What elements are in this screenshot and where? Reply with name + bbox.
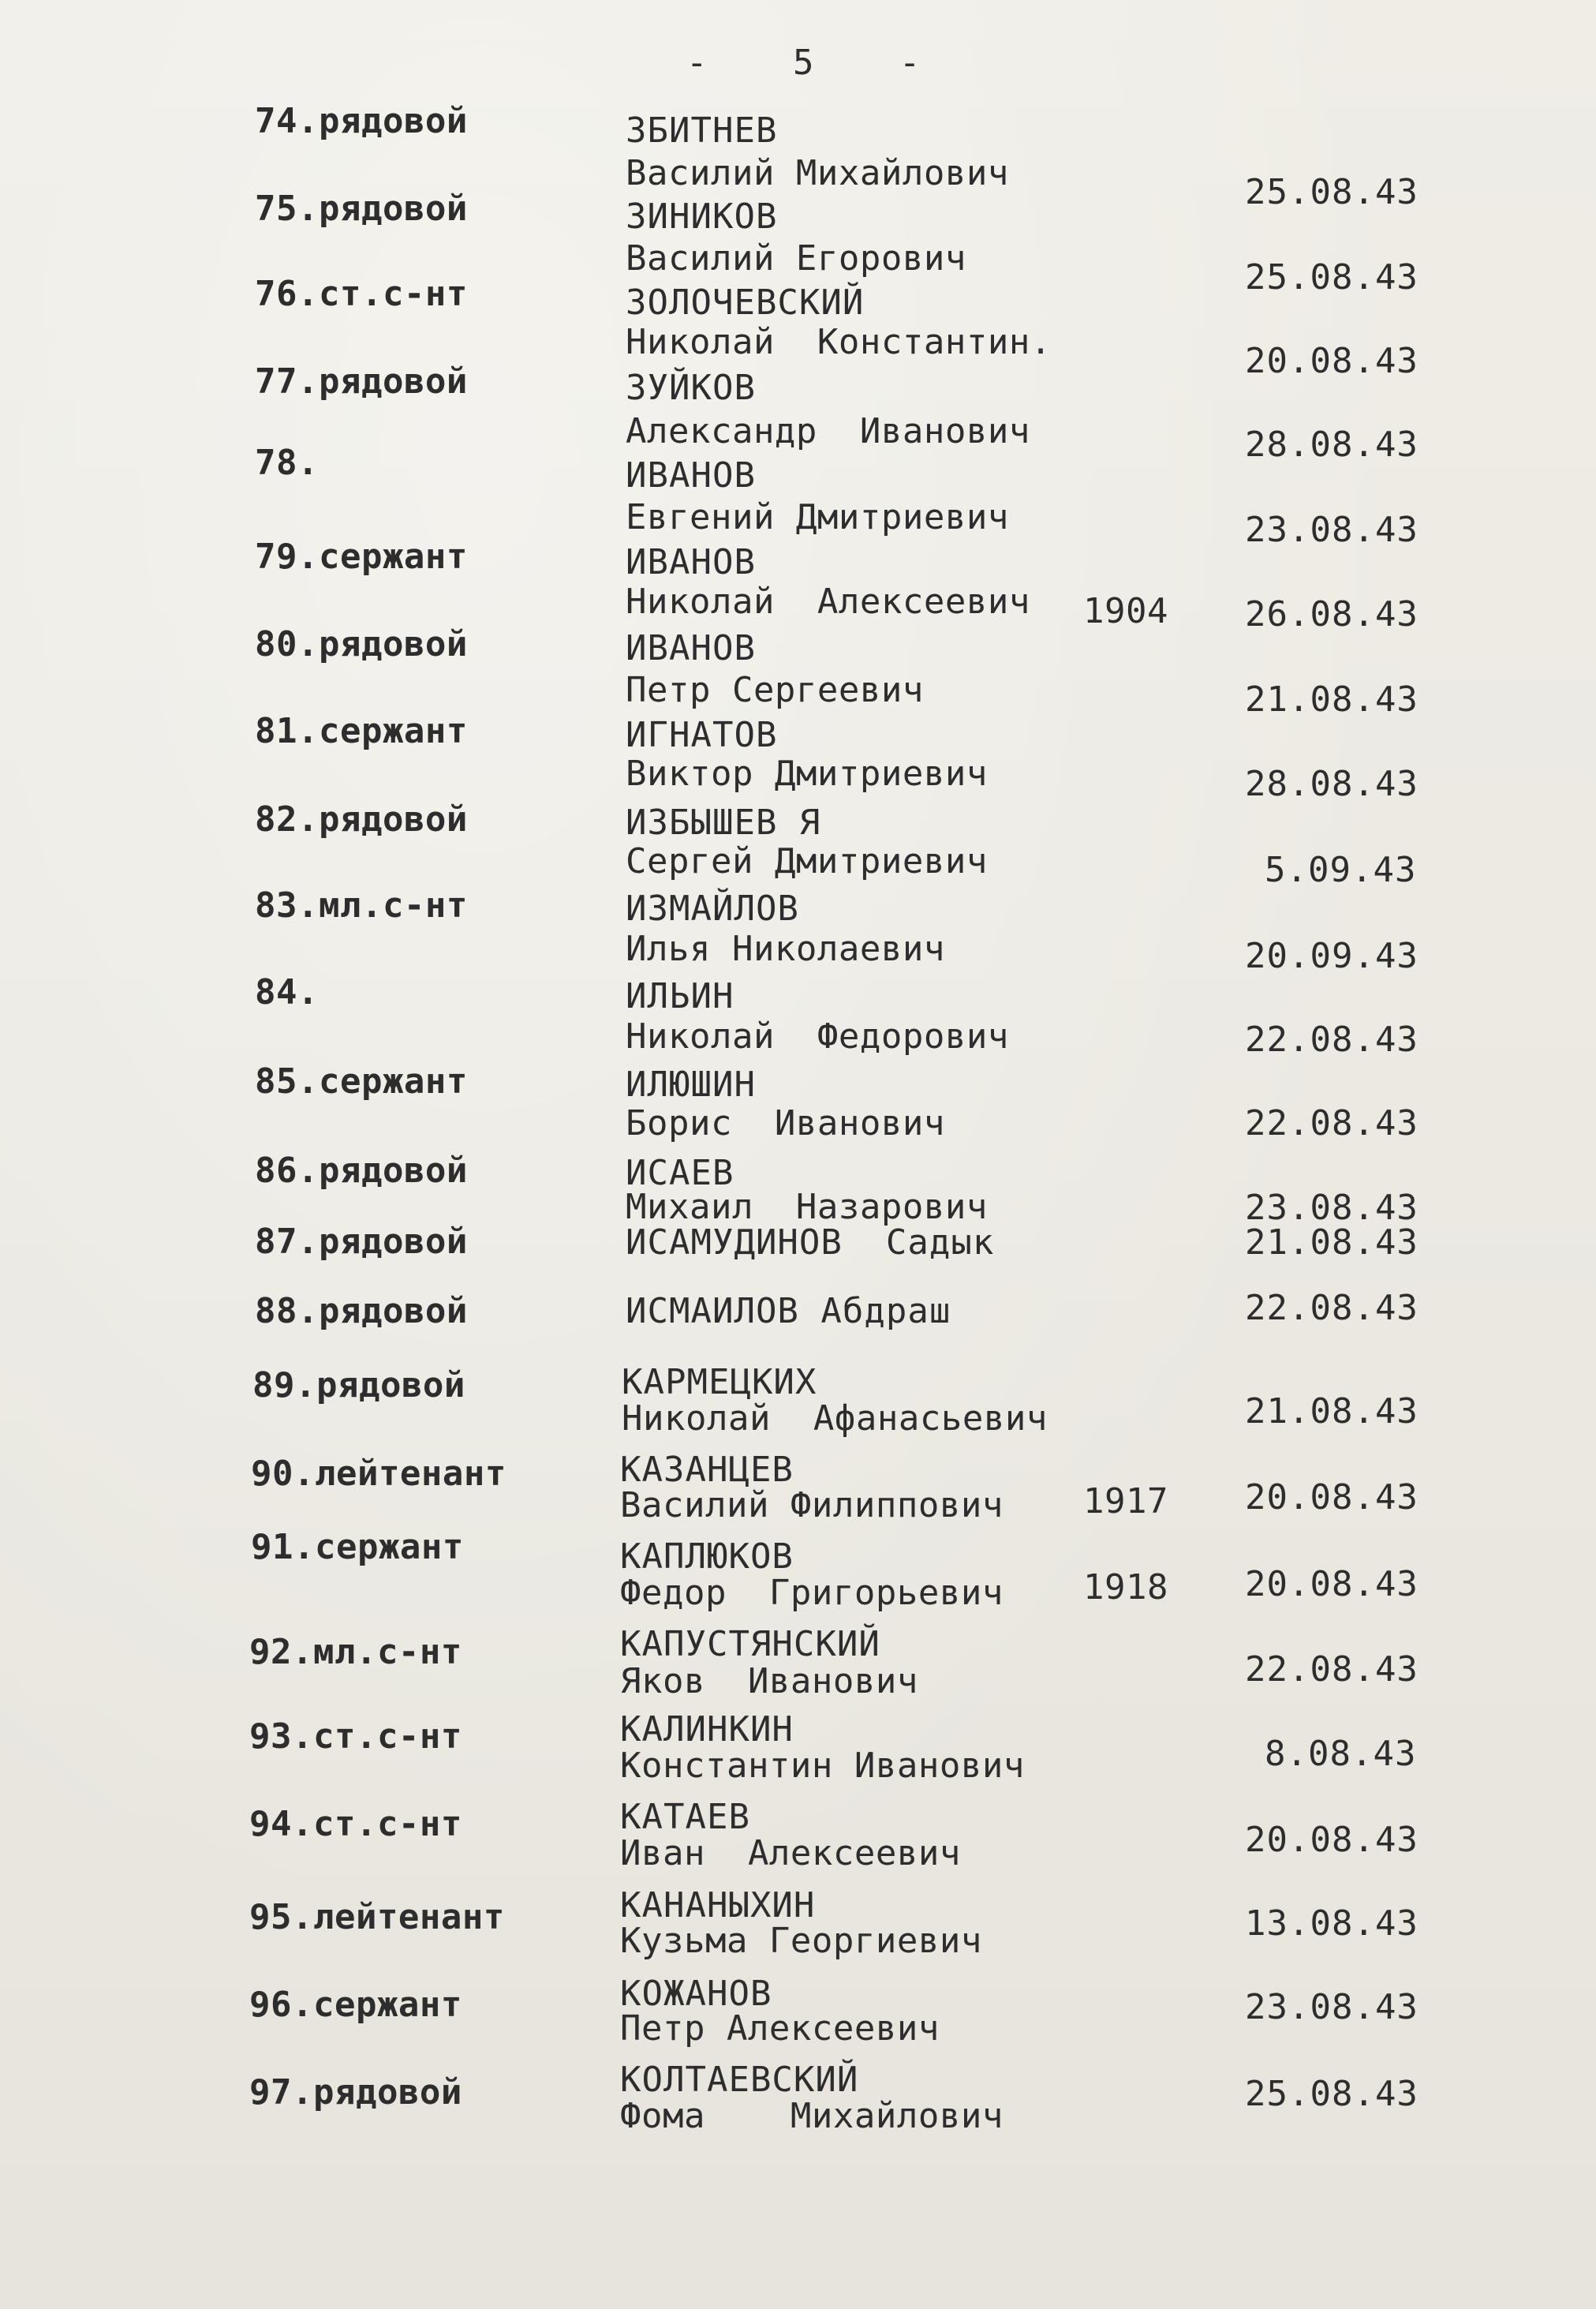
entry-date: 20.08.43 xyxy=(1245,341,1418,381)
entry-birth-year: 1917 xyxy=(1083,1481,1168,1521)
entry-rank: 76.ст.с-нт xyxy=(255,274,468,314)
entry-rank: 81.сержант xyxy=(255,711,468,751)
entry-given-name: Иван Алексеевич xyxy=(620,1833,961,1873)
entry-rank: 80.рядовой xyxy=(255,624,468,664)
entry-given-name: Сергей Дмитриевич xyxy=(626,841,988,881)
entry-rank: 91.сержант xyxy=(251,1527,464,1567)
entry-date: 20.09.43 xyxy=(1245,936,1418,976)
entry-date: 25.08.43 xyxy=(1245,172,1418,212)
entry-date: 22.08.43 xyxy=(1245,1020,1418,1060)
entry-given-name: Николай Федорович xyxy=(626,1016,1009,1057)
entry-surname: КАПЛЮКОВ xyxy=(620,1536,794,1577)
entry-given-name: Василий Михайлович xyxy=(626,153,1009,193)
entry-date: 26.08.43 xyxy=(1245,594,1418,634)
entry-rank: 94.ст.с-нт xyxy=(249,1804,462,1844)
entry-surname: ИЗМАЙЛОВ xyxy=(626,889,799,929)
entry-surname: КАРМЕЦКИХ xyxy=(622,1362,817,1402)
entry-given-name: Михаил Назарович xyxy=(626,1187,988,1227)
entry-surname: КАТАЕВ xyxy=(620,1797,750,1837)
entry-given-name: Фома Михайлович xyxy=(620,2096,1004,2136)
entry-given-name: Василий Егорович xyxy=(626,238,966,279)
page-number: - 5 - xyxy=(686,43,921,83)
entry-rank: 78. xyxy=(255,443,319,483)
entry-rank: 93.ст.с-нт xyxy=(249,1716,462,1757)
entry-surname: ИВАНОВ xyxy=(626,542,756,582)
entry-surname: КАЛИНКИН xyxy=(620,1709,794,1750)
entry-date: 28.08.43 xyxy=(1245,764,1418,804)
entry-date: 21.08.43 xyxy=(1245,679,1418,720)
entry-date: 23.08.43 xyxy=(1245,1188,1418,1228)
entry-birth-year: 1918 xyxy=(1083,1567,1168,1607)
entry-given-name: Василий Филиппович xyxy=(620,1485,1004,1525)
entry-date: 22.08.43 xyxy=(1245,1103,1418,1143)
entry-rank: 77.рядовой xyxy=(255,361,468,402)
entry-rank: 83.мл.с-нт xyxy=(255,885,468,926)
entry-date: 23.08.43 xyxy=(1245,1987,1418,2027)
entry-surname: ИСАМУДИНОВ Садык xyxy=(626,1222,995,1263)
entry-given-name: Борис Иванович xyxy=(626,1103,945,1143)
entry-date: 28.08.43 xyxy=(1245,425,1418,465)
entry-given-name: Яков Иванович xyxy=(620,1661,918,1701)
entry-birth-year: 1904 xyxy=(1083,591,1168,631)
entry-surname: КАЗАНЦЕВ xyxy=(620,1450,794,1490)
entry-rank: 74.рядовой xyxy=(255,101,468,141)
entry-rank: 95.лейтенант xyxy=(249,1897,505,1937)
entry-rank: 84. xyxy=(255,972,319,1012)
entry-rank: 87.рядовой xyxy=(255,1222,468,1262)
entry-given-name: Александр Иванович xyxy=(626,411,1030,451)
entry-date: 25.08.43 xyxy=(1245,2074,1418,2114)
entry-date: 21.08.43 xyxy=(1245,1222,1418,1263)
entry-given-name: Николай Алексеевич xyxy=(626,582,1030,622)
entry-surname: КАНАНЫХИН xyxy=(620,1885,816,1925)
entry-rank: 97.рядовой xyxy=(249,2072,462,2113)
entry-date: 20.08.43 xyxy=(1245,1477,1418,1518)
entry-date: 13.08.43 xyxy=(1245,1903,1418,1944)
entry-given-name: Илья Николаевич xyxy=(626,929,945,969)
entry-date: 5.09.43 xyxy=(1265,850,1417,890)
entry-rank: 86.рядовой xyxy=(255,1151,468,1191)
entry-rank: 92.мл.с-нт xyxy=(249,1632,462,1672)
entry-surname: ИЛЮШИН xyxy=(626,1065,756,1105)
entry-date: 25.08.43 xyxy=(1245,257,1418,298)
entry-date: 20.08.43 xyxy=(1245,1564,1418,1604)
entry-rank: 96.сержант xyxy=(249,1985,462,2025)
entry-date: 8.08.43 xyxy=(1265,1734,1417,1774)
entry-rank: 88.рядовой xyxy=(255,1291,468,1331)
entry-surname: ИВАНОВ xyxy=(626,628,756,668)
entry-surname: ЗУЙКОВ xyxy=(626,368,756,408)
entry-surname: ИСМАИЛОВ Абдраш xyxy=(626,1291,951,1331)
entry-given-name: Федор Григорьевич xyxy=(620,1573,1004,1613)
entry-rank: 79.сержант xyxy=(255,537,468,577)
entry-given-name: Евгений Дмитриевич xyxy=(626,497,1009,537)
entry-given-name: Петр Алексеевич xyxy=(620,2008,940,2049)
entry-surname: ЗБИТНЕВ xyxy=(626,110,778,151)
entry-surname: КАПУСТЯНСКИЙ xyxy=(620,1624,880,1664)
entry-given-name: Виктор Дмитриевич xyxy=(626,754,988,794)
entry-given-name: Константин Иванович xyxy=(620,1746,1025,1786)
entry-date: 22.08.43 xyxy=(1245,1649,1418,1690)
entry-surname: ЗИНИКОВ xyxy=(626,196,778,237)
entry-given-name: Петр Сергеевич xyxy=(626,670,924,710)
entry-surname: ИГНАТОВ xyxy=(626,715,778,755)
entry-surname: ЗОЛОЧЕВСКИЙ xyxy=(626,283,865,323)
entry-date: 21.08.43 xyxy=(1245,1391,1418,1431)
entry-surname: ИЗБЫШЕВ Я xyxy=(626,803,821,843)
entry-given-name: Николай Константин. xyxy=(626,322,1052,362)
entry-rank: 75.рядовой xyxy=(255,189,468,229)
entry-surname: ИЛЬИН xyxy=(626,976,734,1016)
entry-rank: 85.сержант xyxy=(255,1061,468,1102)
entry-rank: 82.рядовой xyxy=(255,799,468,840)
entry-surname: КОЛТАЕВСКИЙ xyxy=(620,2060,859,2100)
entry-surname: ИСАЕВ xyxy=(626,1153,734,1193)
entry-date: 23.08.43 xyxy=(1245,510,1418,550)
entry-surname: КОЖАНОВ xyxy=(620,1974,772,2014)
entry-date: 20.08.43 xyxy=(1245,1820,1418,1860)
entry-surname: ИВАНОВ xyxy=(626,455,756,496)
entry-date: 22.08.43 xyxy=(1245,1288,1418,1328)
entry-given-name: Николай Афанасьевич xyxy=(622,1398,1048,1439)
entry-given-name: Кузьма Георгиевич xyxy=(620,1921,982,1961)
entry-rank: 89.рядовой xyxy=(252,1365,465,1405)
entry-rank: 90.лейтенант xyxy=(251,1454,506,1494)
